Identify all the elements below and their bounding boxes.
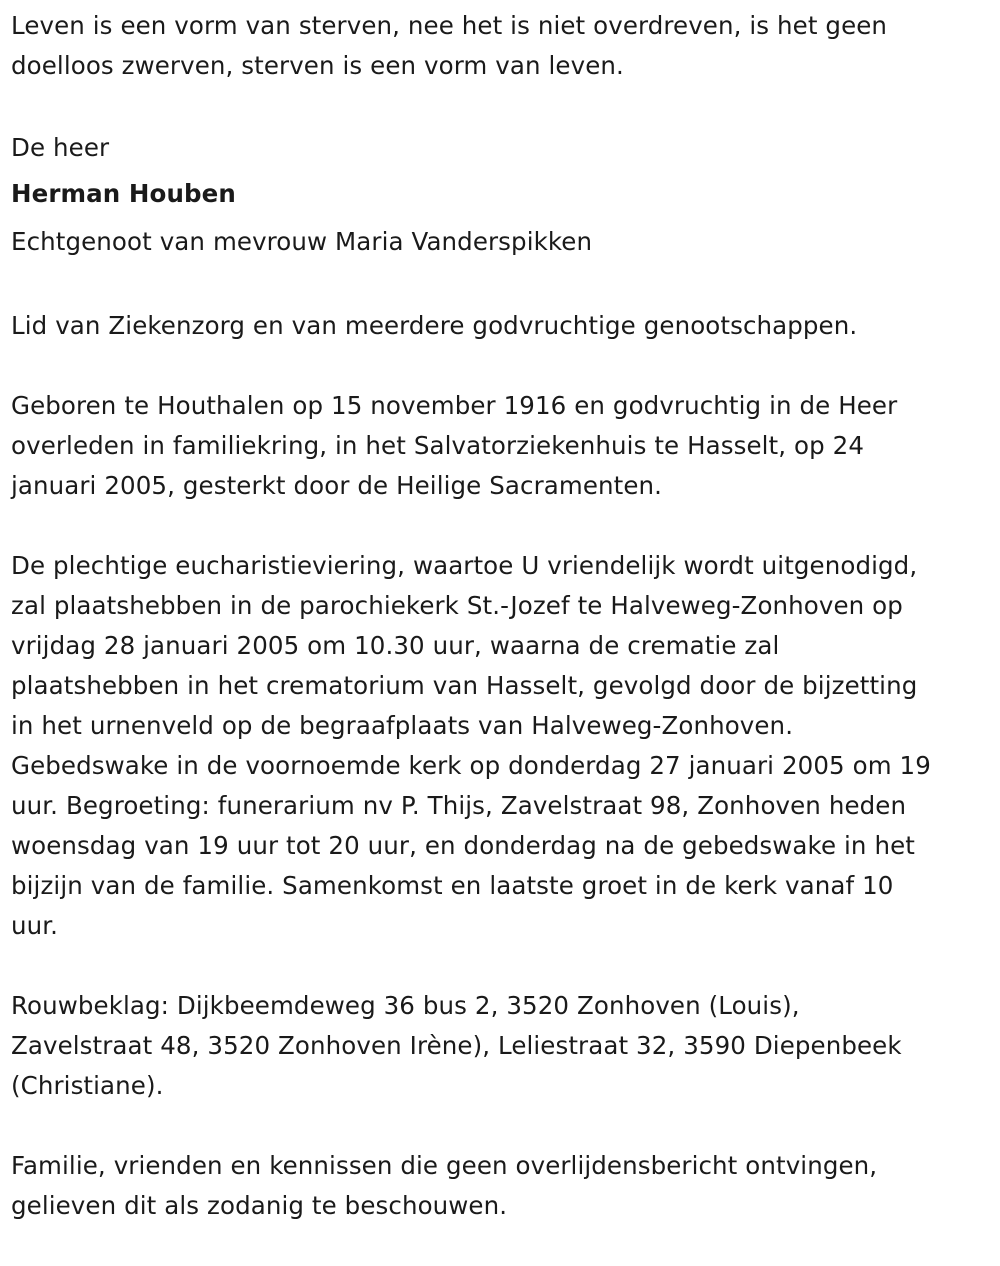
honorific-title: De heer — [11, 133, 110, 162]
condolences-line: Zavelstraat 48, 3520 Zonhoven Irène), Leliestraat 32, 3590 Diepenbeek — [11, 1031, 902, 1060]
closing-paragraph — [11, 1146, 993, 1226]
ceremony-line: plaatshebben in het crematorium van Hasselt, gevolgd door de bijzetting — [11, 671, 918, 700]
birth-death-line: januari 2005, gesterkt door de Heilige Sacramenten. — [11, 471, 663, 500]
ceremony-line: uur. Begroeting: funerarium nv P. Thijs, Zavelstraat 98, Zonhoven heden — [11, 791, 907, 820]
ceremony-line: bijzijn van de familie. Samenkomst en laatste groet in de kerk vanaf 10 — [11, 871, 894, 900]
birth-death-line: overleden in familiekring, in het Salvatorziekenhuis te Hasselt, op 24 — [11, 431, 865, 460]
ceremony-line: zal plaatshebben in de parochiekerk St.-Jozef te Halveweg-Zonhoven op — [11, 591, 903, 620]
deceased-block — [11, 126, 993, 266]
ceremony-line: vrijdag 28 januari 2005 om 10.30 uur, waarna de crematie zal — [11, 631, 780, 660]
closing-line: Familie, vrienden en kennissen die geen overlijdensbericht ontvingen, — [11, 1151, 878, 1180]
closing-line: gelieven dit als zodanig te beschouwen. — [11, 1191, 508, 1220]
motto-line: doelloos zwerven, sterven is een vorm van leven. — [11, 51, 624, 80]
ceremony-paragraph — [11, 546, 993, 946]
condolences-paragraph — [11, 986, 993, 1106]
birth-death-line: Geboren te Houthalen op 15 november 1916 en godvruchtig in de Heer — [11, 391, 898, 420]
birth-death-paragraph — [11, 386, 993, 506]
condolences-line: Rouwbeklag: Dijkbeemdeweg 36 bus 2, 3520 Zonhoven (Louis), — [11, 991, 800, 1020]
ceremony-line: Gebedswake in de voornoemde kerk op donderdag 27 januari 2005 om 19 — [11, 751, 931, 780]
motto-line: Leven is een vorm van sterven, nee het is niet overdreven, is het geen — [11, 11, 888, 40]
obituary-document — [11, 6, 993, 1266]
ceremony-line: woensdag van 19 uur tot 20 uur, en donderdag na de gebedswake in het — [11, 831, 915, 860]
condolences-line: (Christiane). — [11, 1071, 164, 1100]
deceased-name: Herman Houben — [11, 179, 236, 208]
ceremony-line: in het urnenveld op de begraafplaats van Halveweg-Zonhoven. — [11, 711, 794, 740]
membership-paragraph — [11, 306, 993, 346]
motto-paragraph — [11, 6, 993, 86]
membership-line: Lid van Ziekenzorg en van meerdere godvruchtige genootschappen. — [11, 311, 858, 340]
ceremony-line: uur. — [11, 911, 59, 940]
spouse-line: Echtgenoot van mevrouw Maria Vanderspikken — [11, 227, 593, 256]
ceremony-line: De plechtige eucharistieviering, waartoe U vriendelijk wordt uitgenodigd, — [11, 551, 918, 580]
